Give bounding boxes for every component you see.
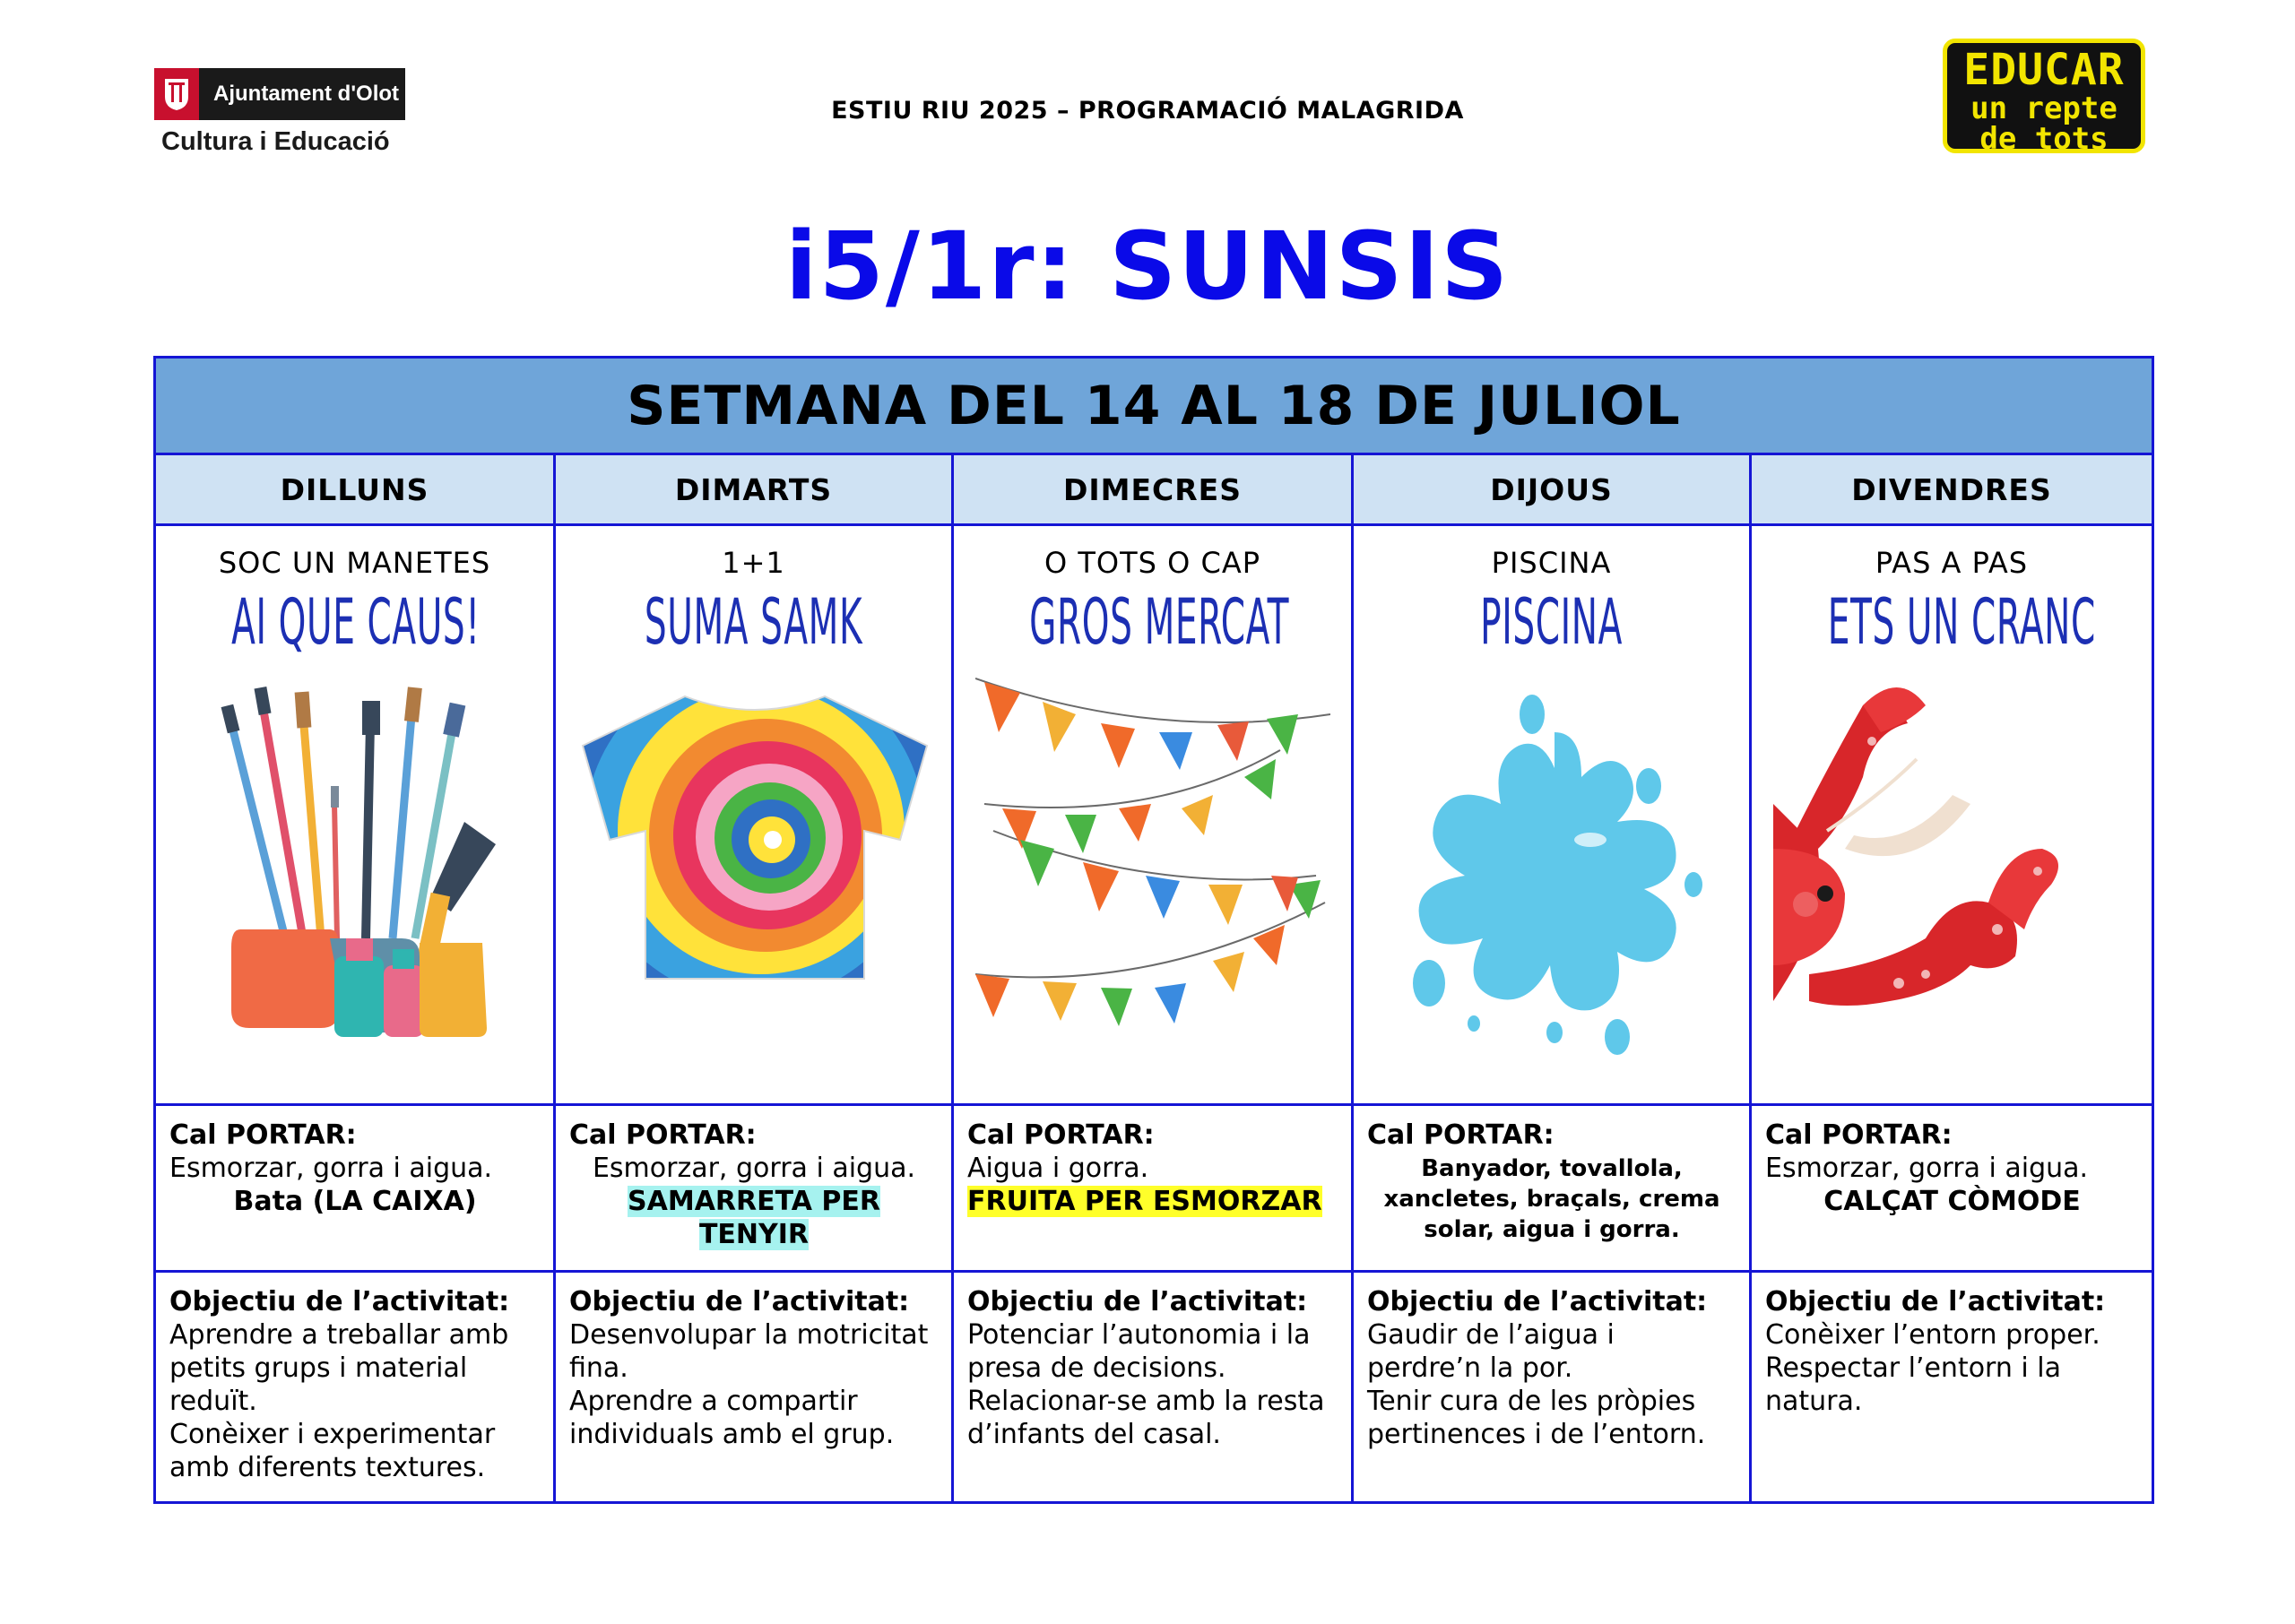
objectiu-cell — [556, 1273, 954, 1501]
objectiu-line: Conèixer l’entorn proper. — [1765, 1319, 2100, 1351]
portar-cell — [1752, 1106, 2152, 1270]
activity-cell — [556, 526, 954, 1103]
objectiu-line: Gaudir de l’aigua i — [1367, 1319, 1615, 1351]
portar-line: Esmorzar, gorra i aigua. — [169, 1153, 493, 1184]
activity-cell — [954, 526, 1354, 1103]
portar-label: Cal PORTAR: — [569, 1119, 757, 1151]
objectiu-label: Objectiu de l’activitat: — [1367, 1286, 1708, 1317]
portar-cell — [556, 1106, 954, 1270]
week-table — [153, 356, 2154, 1504]
portar-highlight: TENYIR — [698, 1219, 810, 1250]
department-name: Cultura i Educació — [161, 127, 390, 156]
objectiu-cell — [1354, 1273, 1752, 1501]
portar-label: Cal PORTAR: — [1765, 1119, 1953, 1151]
objectiu-label: Objectiu de l’activitat: — [967, 1286, 1308, 1317]
document-header-title: ESTIU RIU 2025 – PROGRAMACIÓ MALAGRIDA — [831, 97, 1464, 125]
activities-row — [156, 526, 2152, 1106]
activity-subtitle: O TOTS O CAP — [1044, 546, 1260, 580]
day-header: DIMARTS — [556, 455, 954, 523]
page-title: i5/1r: SUNSIS — [784, 212, 1511, 321]
bunting-flags-icon — [975, 669, 1330, 1064]
portar-highlight: Bata (LA CAIXA) — [233, 1186, 477, 1217]
lobster-icon — [1773, 669, 2128, 1064]
activity-name: GROS MERCAT — [1029, 585, 1290, 659]
objectiu-label: Objectiu de l’activitat: — [169, 1286, 510, 1317]
portar-label: Cal PORTAR: — [1367, 1119, 1555, 1151]
objectiu-cell — [156, 1273, 556, 1501]
activity-name: SUMA SAMK — [644, 585, 863, 659]
objectiu-line: fina. — [569, 1352, 628, 1384]
activity-subtitle: PISCINA — [1491, 546, 1612, 580]
portar-cell — [1354, 1106, 1752, 1270]
portar-cell — [954, 1106, 1354, 1270]
week-title: SETMANA DEL 14 AL 18 DE JULIOL — [156, 358, 2152, 455]
portar-line: xancletes, braçals, crema — [1383, 1186, 1720, 1213]
portar-label: Cal PORTAR: — [967, 1119, 1155, 1151]
portar-label: Cal PORTAR: — [169, 1119, 357, 1151]
objectiu-line: Relacionar-se amb la resta — [967, 1386, 1325, 1417]
objectiu-row — [156, 1273, 2152, 1501]
portar-line: Esmorzar, gorra i aigua. — [592, 1153, 916, 1184]
objectiu-line: d’infants del casal. — [967, 1419, 1221, 1450]
educar-logo-line3: de tots — [1979, 121, 2109, 157]
objectiu-line: reduït. — [169, 1386, 257, 1417]
objectiu-line: Tenir cura de les pròpies — [1367, 1386, 1696, 1417]
educar-logo-line1: EDUCAR — [1963, 45, 2125, 95]
objectiu-line: natura. — [1765, 1386, 1863, 1417]
day-header: DIVENDRES — [1851, 471, 2052, 507]
activity-cell — [1752, 526, 2152, 1103]
portar-highlight: CALÇAT CÒMODE — [1823, 1186, 2081, 1217]
activity-subtitle: SOC UN MANETES — [218, 546, 491, 580]
water-splash-icon — [1375, 669, 1730, 1064]
day-header: DIJOUS — [1354, 455, 1752, 523]
objectiu-label: Objectiu de l’activitat: — [569, 1286, 910, 1317]
day-header: DIMECRES — [954, 455, 1354, 523]
tie-dye-shirt-icon — [577, 669, 932, 1064]
activity-name: ETS UN CRANC — [1827, 585, 2096, 659]
objectiu-line: presa de decisions. — [967, 1352, 1226, 1384]
objectiu-line: Conèixer i experimentar — [169, 1419, 496, 1450]
activity-cell — [156, 526, 556, 1103]
objectiu-line: Potenciar l’autonomia i la — [967, 1319, 1311, 1351]
objectiu-line: pertinences i de l’entorn. — [1367, 1419, 1706, 1450]
objectiu-line: perdre’n la por. — [1367, 1352, 1573, 1384]
objectiu-label: Objectiu de l’activitat: — [1765, 1286, 2106, 1317]
portar-highlight: SAMARRETA PER — [628, 1186, 880, 1217]
objectiu-line: amb diferents textures. — [169, 1452, 486, 1483]
objectiu-cell — [1752, 1273, 2152, 1501]
day-header: DILLUNS — [156, 455, 556, 523]
objectiu-line: individuals amb el grup. — [569, 1419, 895, 1450]
objectiu-line: Respectar l’entorn i la — [1765, 1352, 2061, 1384]
portar-line: Banyador, tovallola, — [1421, 1155, 1683, 1182]
activity-name: PISCINA — [1480, 585, 1623, 659]
educar-logo-line2: un repte — [1970, 91, 2117, 126]
days-row — [156, 455, 2152, 526]
objectiu-line: Aprendre a treballar amb — [169, 1319, 509, 1351]
objectiu-line: Desenvolupar la motricitat — [569, 1319, 929, 1351]
activity-name: AI QUE CAUS! — [231, 585, 481, 659]
activity-cell — [1354, 526, 1752, 1103]
org-name: Ajuntament d'Olot — [213, 82, 400, 106]
activity-subtitle: PAS A PAS — [1875, 546, 2029, 580]
portar-row — [156, 1106, 2152, 1273]
objectiu-line: petits grups i material — [169, 1352, 468, 1384]
portar-line: solar, aigua i gorra. — [1424, 1216, 1680, 1243]
portar-highlight: FRUITA PER ESMORZAR — [967, 1186, 1322, 1217]
objectiu-cell — [954, 1273, 1354, 1501]
portar-cell — [156, 1106, 556, 1270]
portar-line: Esmorzar, gorra i aigua. — [1765, 1153, 2089, 1184]
portar-line: Aigua i gorra. — [967, 1153, 1149, 1184]
paintbrushes-icon — [178, 669, 533, 1064]
educar-logo — [1943, 39, 2145, 157]
objectiu-line: Aprendre a compartir — [569, 1386, 858, 1417]
activity-subtitle: 1+1 — [722, 546, 785, 580]
